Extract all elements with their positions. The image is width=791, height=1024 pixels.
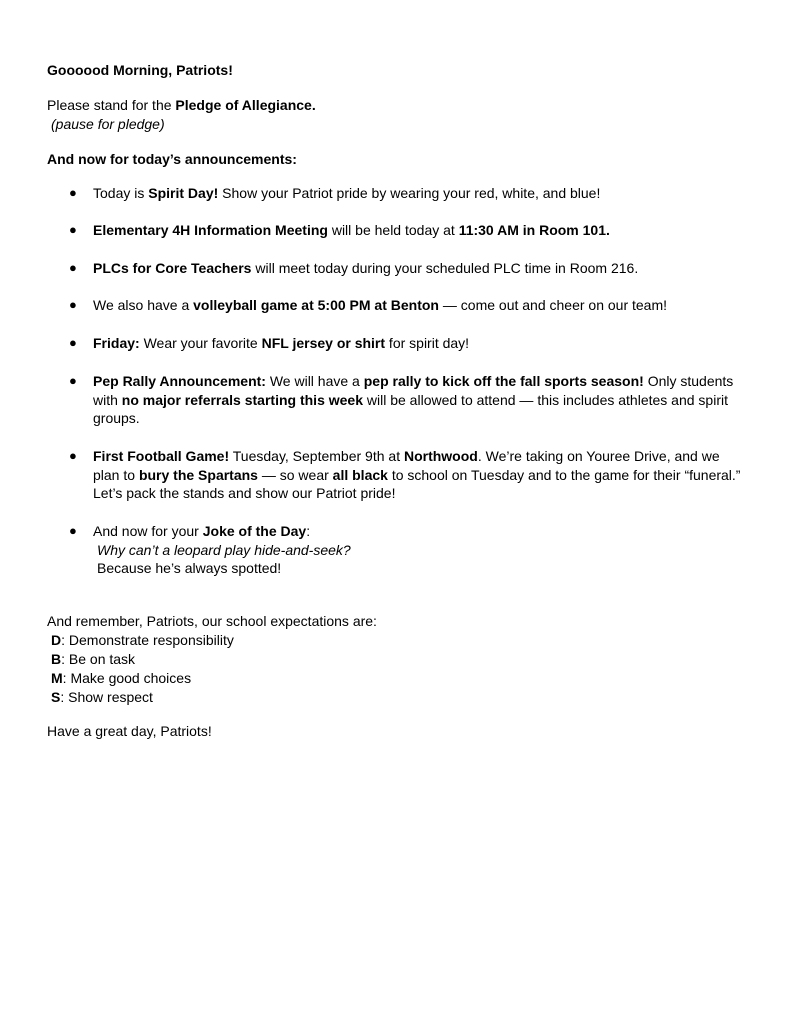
announcement-text: First Football Game! Tuesday, September 9th at Northwood. We’re taking on Youree Drive, and we plan to bury the Spartans — so wear all black to school on Tuesday and to the game for their “funeral.” Let’s pack the stands and show our Patriot pride! [93, 448, 741, 501]
announcement-text: Elementary 4H Information Meeting will be held today at 11:30 AM in Room 101. [93, 222, 610, 238]
pledge-line: Please stand for the Pledge of Allegiance. [47, 97, 316, 113]
expectation-item: S: Show respect [51, 689, 153, 705]
expectations-intro: And remember, Patriots, our school expectations are: [47, 613, 377, 629]
announcement-text: And now for your Joke of the Day: Why can’t a leopard play hide-and-seek? Because he’s always spotted! [93, 522, 748, 578]
announcement-text: Pep Rally Announcement: We will have a pep rally to kick off the fall sports season! Only students with no major referrals starting this week will be allowed to attend — this includes athletes and spirit groups. [93, 373, 734, 426]
greeting: Goooood Morning, Patriots! [47, 62, 233, 78]
bullet-icon: ● [69, 185, 77, 200]
closing-line: Have a great day, Patriots! [47, 723, 212, 739]
announcement-text: Today is Spirit Day! Show your Patriot pride by wearing your red, white, and blue! [93, 185, 601, 201]
announcement-text: PLCs for Core Teachers will meet today during your scheduled PLC time in Room 216. [93, 260, 639, 276]
announcements-intro: And now for today’s announcements: [47, 151, 297, 167]
bullet-icon: ● [69, 335, 77, 350]
bullet-icon: ● [69, 523, 77, 538]
bullet-icon: ● [69, 448, 77, 463]
bullet-icon: ● [69, 297, 77, 312]
expectation-item: M: Make good choices [51, 670, 192, 686]
announcement-text: Friday: Wear your favorite NFL jersey or shirt for spirit day! [93, 335, 470, 351]
announcement-text: We also have a volleyball game at 5:00 PM at Benton — come out and cheer on our team! [93, 297, 668, 313]
expectation-item: D: Demonstrate responsibility [51, 632, 234, 648]
joke-answer: Because he’s always spotted! [97, 560, 282, 576]
joke-question: Why can’t a leopard play hide-and-seek? [97, 541, 351, 558]
bullet-icon: ● [69, 373, 77, 388]
bullet-icon: ● [69, 260, 77, 275]
pledge-note: (pause for pledge) [51, 116, 165, 132]
bullet-icon: ● [69, 222, 77, 237]
expectation-item: B: Be on task [51, 651, 136, 667]
